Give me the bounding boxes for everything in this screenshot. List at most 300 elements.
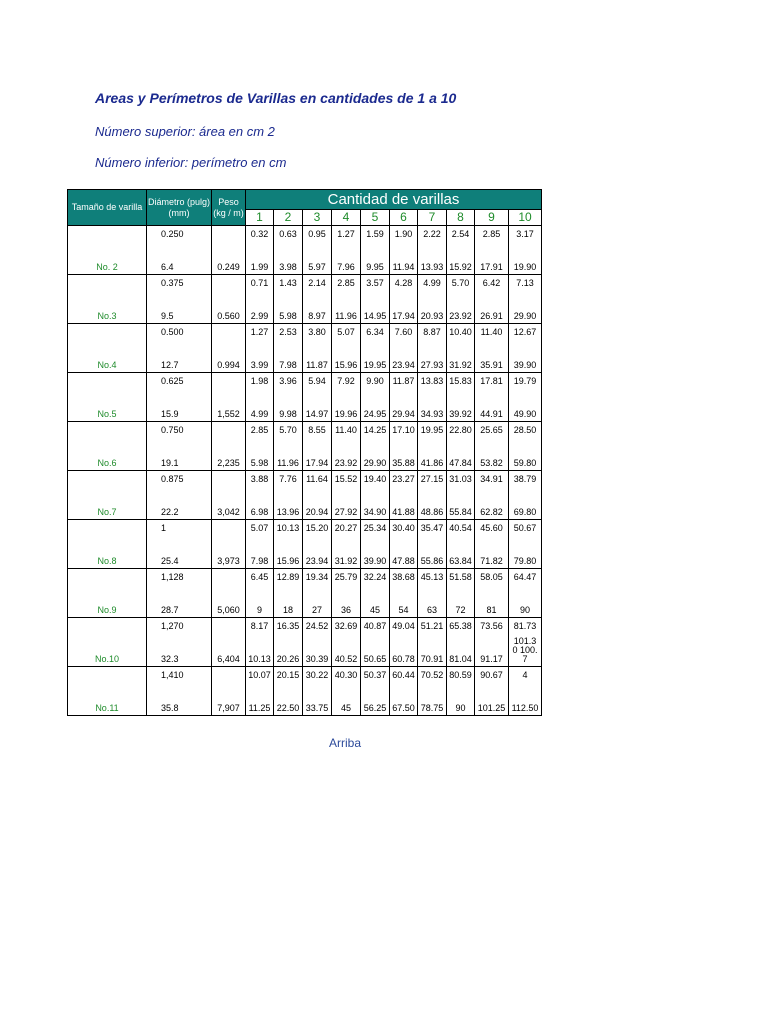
quantity-cell	[509, 324, 542, 373]
weight-value: 5,060	[217, 605, 240, 615]
area-value: 3.88	[250, 474, 269, 484]
diameter-mm: 25.4	[161, 556, 179, 566]
weight-cell	[212, 667, 246, 716]
quantity-cell	[246, 422, 274, 471]
quantity-cell	[246, 373, 274, 422]
perimeter-value: 41.86	[420, 458, 444, 468]
perimeter-value: 7.98	[250, 556, 269, 566]
quantity-cell	[361, 226, 390, 275]
table-row	[68, 226, 542, 275]
legend-top-number: Número superior: área en cm 2	[95, 124, 275, 139]
perimeter-value: 7.96	[337, 262, 355, 272]
diameter-mm: 12.7	[161, 360, 179, 370]
perimeter-value: 2.99	[250, 311, 269, 321]
header-weight: Peso (kg / m)	[212, 190, 246, 226]
table-row	[68, 324, 542, 373]
perimeter-value: 63	[426, 605, 437, 615]
quantity-cell	[274, 569, 303, 618]
quantity-cell	[332, 569, 361, 618]
area-value: 20.27	[334, 523, 358, 533]
quantity-cell	[332, 618, 361, 667]
area-value: 0.32	[250, 229, 269, 239]
quantity-cell	[274, 471, 303, 520]
quantity-cell	[447, 618, 475, 667]
perimeter-value: 56.25	[363, 703, 387, 713]
diameter-cell	[147, 422, 212, 471]
quantity-header-5: 5	[361, 210, 390, 226]
quantity-cell	[390, 667, 418, 716]
area-value: 17.10	[392, 425, 415, 435]
bar-size-label: No.5	[97, 409, 117, 419]
perimeter-value: 34.90	[363, 507, 387, 517]
area-value: 1.59	[366, 229, 384, 239]
perimeter-value: 79.80	[513, 556, 537, 566]
perimeter-value: 5.98	[279, 311, 297, 321]
quantity-cell	[447, 667, 475, 716]
area-value: 6.42	[482, 278, 501, 288]
perimeter-value: 14.97	[305, 409, 329, 419]
perimeter-value: 9.98	[279, 409, 297, 419]
quantity-cell	[509, 618, 542, 667]
area-value: 70.52	[420, 670, 444, 680]
perimeter-value: 55.86	[420, 556, 444, 566]
perimeter-value: 20.26	[276, 654, 300, 664]
area-value: 14.25	[363, 425, 387, 435]
quantity-header-4: 4	[332, 210, 361, 226]
area-value: 50.67	[513, 523, 537, 533]
perimeter-value: 6.98	[250, 507, 269, 517]
quantity-cell	[303, 520, 332, 569]
diameter-mm: 28.7	[161, 605, 179, 615]
perimeter-value: 11.87	[306, 360, 328, 370]
area-value: 64.47	[513, 572, 537, 582]
bar-size-cell	[68, 569, 147, 618]
area-value: 11.40	[480, 327, 503, 337]
perimeter-value: 20.94	[305, 507, 329, 517]
perimeter-value: 78.75	[420, 703, 444, 713]
perimeter-value: 23.92	[449, 311, 472, 321]
diameter-cell	[147, 520, 212, 569]
area-value: 3.96	[279, 376, 297, 386]
diameter-cell	[147, 275, 212, 324]
area-value: 45.13	[420, 572, 444, 582]
area-value: 80.59	[449, 670, 472, 680]
quantity-cell	[475, 275, 509, 324]
perimeter-value: 40.52	[334, 654, 358, 664]
perimeter-value: 17.94	[305, 458, 329, 468]
quantity-cell	[418, 226, 447, 275]
perimeter-value: 22.50	[276, 703, 300, 713]
area-value: 49.04	[392, 621, 415, 631]
quantity-cell	[447, 324, 475, 373]
perimeter-value: 71.82	[480, 556, 503, 566]
header-size: Tamaño de varilla	[68, 190, 147, 226]
perimeter-value: 62.82	[480, 507, 503, 517]
perimeter-value: 70.91	[420, 654, 444, 664]
quantity-cell	[447, 226, 475, 275]
perimeter-value: 60.78	[392, 654, 415, 664]
bar-size-cell	[68, 471, 147, 520]
area-value: 20.15	[276, 670, 300, 680]
quantity-cell	[303, 373, 332, 422]
weight-value: 1,552	[217, 409, 240, 419]
quantity-cell	[447, 471, 475, 520]
perimeter-value: 29.90	[363, 458, 387, 468]
diameter-cell	[147, 618, 212, 667]
quantity-cell	[475, 324, 509, 373]
table-row	[68, 471, 542, 520]
quantity-cell	[303, 569, 332, 618]
quantity-cell	[246, 520, 274, 569]
weight-cell	[212, 569, 246, 618]
weight-cell	[212, 275, 246, 324]
weight-cell	[212, 226, 246, 275]
perimeter-value: 39.90	[363, 556, 387, 566]
quantity-cell	[332, 471, 361, 520]
perimeter-value: 54	[398, 605, 409, 615]
quantity-cell	[418, 324, 447, 373]
area-value: 22.80	[449, 425, 472, 435]
perimeter-value: 3.99	[250, 360, 269, 370]
quantity-cell	[332, 422, 361, 471]
quantity-cell	[390, 520, 418, 569]
area-value: 4.99	[423, 278, 441, 288]
area-value: 31.03	[449, 474, 472, 484]
bar-size-cell	[68, 520, 147, 569]
area-value: 38.79	[513, 474, 537, 484]
bar-size-label: No.9	[97, 605, 117, 615]
diameter-inches: 1,270	[161, 621, 184, 631]
perimeter-value: 39.90	[513, 360, 537, 370]
area-value: 19.40	[363, 474, 387, 484]
quantity-cell	[303, 226, 332, 275]
quantity-header-1: 1	[246, 210, 274, 226]
perimeter-value: 53.82	[480, 458, 503, 468]
table-row	[68, 422, 542, 471]
quantity-cell	[274, 422, 303, 471]
perimeter-value: 19.96	[334, 409, 358, 419]
area-value: 4.28	[394, 278, 413, 288]
bar-size-label: No.6	[97, 458, 117, 468]
perimeter-value: 69.80	[513, 507, 537, 517]
area-value: 11.64	[306, 474, 328, 484]
area-value: 5.70	[451, 278, 470, 288]
quantity-cell	[332, 667, 361, 716]
area-value: 25.79	[334, 572, 358, 582]
quantity-cell	[246, 275, 274, 324]
table-row	[68, 373, 542, 422]
perimeter-value: 18	[282, 605, 293, 615]
area-value: 38.68	[392, 572, 415, 582]
quantity-cell	[390, 275, 418, 324]
weight-value: 0.249	[217, 262, 240, 272]
perimeter-value: 9.95	[366, 262, 384, 272]
quantity-cell	[361, 667, 390, 716]
area-value: 1.27	[337, 229, 355, 239]
area-value: 51.58	[449, 572, 472, 582]
quantity-cell	[274, 618, 303, 667]
quantity-cell	[361, 373, 390, 422]
quantity-cell	[475, 520, 509, 569]
perimeter-value: 13.93	[420, 262, 444, 272]
diameter-cell	[147, 373, 212, 422]
quantity-cell	[509, 373, 542, 422]
quantity-cell	[361, 569, 390, 618]
quantity-cell	[509, 422, 542, 471]
perimeter-value: 63.84	[449, 556, 472, 566]
perimeter-value: 20.93	[420, 311, 444, 321]
diameter-cell	[147, 667, 212, 716]
perimeter-value: 67.50	[392, 703, 415, 713]
perimeter-value: 45	[369, 605, 380, 615]
table-row	[68, 569, 542, 618]
area-value: 6.45	[250, 572, 269, 582]
table-row	[68, 618, 542, 667]
bar-size-label: No.8	[97, 556, 117, 566]
perimeter-value: 44.91	[480, 409, 503, 419]
quantity-header-7: 7	[418, 210, 447, 226]
perimeter-value: 5.97	[308, 262, 326, 272]
perimeter-value: 34.93	[420, 409, 444, 419]
perimeter-value: 47.84	[449, 458, 472, 468]
area-value: 19.34	[305, 572, 329, 582]
perimeter-value: 17.91	[480, 262, 503, 272]
diameter-inches: 0.375	[161, 278, 184, 288]
area-value: 11.87	[392, 376, 415, 386]
area-value: 5.94	[308, 376, 326, 386]
area-value: 19.95	[420, 425, 444, 435]
quantity-cell	[390, 569, 418, 618]
perimeter-value: 48.86	[420, 507, 444, 517]
area-value: 2.14	[308, 278, 326, 288]
area-value: 40.54	[449, 523, 472, 533]
perimeter-value: 36	[340, 605, 351, 615]
quantity-cell	[509, 520, 542, 569]
area-value: 0.63	[279, 229, 297, 239]
quantity-cell	[332, 520, 361, 569]
perimeter-value: 19.95	[363, 360, 387, 370]
area-value: 4	[522, 670, 528, 680]
legend-bottom-number: Número inferior: perímetro en cm	[95, 155, 287, 170]
perimeter-value: 29.94	[392, 409, 415, 419]
quantity-cell	[361, 275, 390, 324]
weight-cell	[212, 471, 246, 520]
bar-size-label: No.3	[97, 311, 117, 321]
quantity-cell	[332, 226, 361, 275]
table-row	[68, 275, 542, 324]
area-value: 5.70	[279, 425, 297, 435]
perimeter-value: 15.92	[449, 262, 472, 272]
quantity-header-10: 10	[509, 210, 542, 226]
perimeter-value: 33.75	[305, 703, 329, 713]
quantity-cell	[390, 422, 418, 471]
perimeter-value: 23.94	[392, 360, 415, 370]
perimeter-value: 11.96	[335, 311, 357, 321]
perimeter-value: 3.98	[279, 262, 297, 272]
quantity-cell	[361, 422, 390, 471]
bar-size-cell	[68, 667, 147, 716]
diameter-inches: 1,128	[161, 572, 184, 582]
area-value: 6.34	[366, 327, 384, 337]
quantity-cell	[475, 226, 509, 275]
quantity-cell	[509, 471, 542, 520]
quantity-cell	[390, 618, 418, 667]
area-value: 10.40	[449, 327, 472, 337]
area-value: 34.91	[480, 474, 503, 484]
perimeter-value: 31.92	[449, 360, 472, 370]
perimeter-value: 19.90	[513, 262, 537, 272]
area-value: 10.07	[248, 670, 271, 680]
area-value: 0.71	[250, 278, 269, 288]
area-value: 81.73	[513, 621, 537, 631]
area-value: 35.47	[420, 523, 444, 533]
area-value: 15.20	[305, 523, 329, 533]
perimeter-value: 81	[486, 605, 497, 615]
quantity-header-6: 6	[390, 210, 418, 226]
perimeter-value: 90	[519, 605, 530, 615]
perimeter-value: 72	[455, 605, 466, 615]
perimeter-value: 9	[256, 605, 262, 615]
perimeter-value: 91.17	[480, 654, 503, 664]
diameter-mm: 35.8	[161, 703, 179, 713]
perimeter-value: 49.90	[513, 409, 537, 419]
arriba-link[interactable]: Arriba	[329, 736, 362, 750]
area-value: 3.80	[308, 327, 326, 337]
weight-cell	[212, 618, 246, 667]
quantity-cell	[475, 569, 509, 618]
diameter-cell	[147, 226, 212, 275]
perimeter-value: 14.95	[363, 311, 387, 321]
quantity-cell	[274, 226, 303, 275]
quantity-cell	[390, 471, 418, 520]
area-value: 45.60	[480, 523, 503, 533]
perimeter-value: 5.98	[250, 458, 269, 468]
area-value: 3.57	[366, 278, 384, 288]
perimeter-value: 11.96	[277, 458, 299, 468]
quantity-cell	[390, 373, 418, 422]
bar-size-cell	[68, 373, 147, 422]
quantity-cell	[361, 471, 390, 520]
perimeter-value: 23.92	[334, 458, 358, 468]
area-value: 10.13	[276, 523, 300, 533]
perimeter-value: 15.96	[276, 556, 300, 566]
area-value: 7.60	[394, 327, 413, 337]
quantity-cell	[361, 520, 390, 569]
area-value: 15.83	[449, 376, 472, 386]
quantity-cell	[303, 667, 332, 716]
quantity-cell	[274, 275, 303, 324]
quantity-cell	[303, 422, 332, 471]
area-value: 8.55	[308, 425, 326, 435]
quantity-cell	[274, 373, 303, 422]
weight-cell	[212, 373, 246, 422]
quantity-cell	[418, 275, 447, 324]
perimeter-value: 23.94	[305, 556, 329, 566]
quantity-header-2: 2	[274, 210, 303, 226]
perimeter-value: 11.94	[392, 262, 415, 272]
weight-value: 0.560	[217, 311, 240, 321]
quantity-cell	[447, 373, 475, 422]
diameter-inches: 0.750	[161, 425, 184, 435]
area-value: 2.53	[279, 327, 297, 337]
quantity-cell	[303, 618, 332, 667]
weight-value: 3,042	[217, 507, 240, 517]
diameter-inches: 0.875	[161, 474, 184, 484]
area-value: 17.81	[480, 376, 503, 386]
area-value: 28.50	[513, 425, 537, 435]
table-row	[68, 520, 542, 569]
perimeter-value: 4.99	[250, 409, 269, 419]
area-value: 7.76	[279, 474, 297, 484]
perimeter-value: 45	[340, 703, 351, 713]
quantity-cell	[246, 618, 274, 667]
diameter-cell	[147, 471, 212, 520]
quantity-cell	[418, 422, 447, 471]
perimeter-value: 27.93	[420, 360, 444, 370]
page-title: Areas y Perímetros de Varillas en cantidades de 1 a 10	[95, 90, 457, 106]
bar-size-label: No.11	[95, 703, 119, 713]
area-value: 27.15	[420, 474, 444, 484]
diameter-mm: 6.4	[161, 262, 174, 272]
bar-size-cell	[68, 226, 147, 275]
area-value: 12.89	[276, 572, 300, 582]
perimeter-value: 7.98	[279, 360, 297, 370]
area-value: 15.52	[334, 474, 358, 484]
area-value: 5.07	[250, 523, 269, 533]
perimeter-value: 17.94	[392, 311, 415, 321]
quantity-header-9: 9	[475, 210, 509, 226]
area-value: 2.22	[423, 229, 441, 239]
perimeter-value: 39.92	[449, 409, 472, 419]
perimeter-value: 13.96	[276, 507, 300, 517]
weight-value: 3,973	[217, 556, 240, 566]
perimeter-value: 10.13	[248, 654, 271, 664]
perimeter-value: 29.90	[513, 311, 537, 321]
perimeter-value: 15.96	[334, 360, 358, 370]
perimeter-value: 27.92	[334, 507, 358, 517]
area-value: 7.13	[516, 278, 534, 288]
bar-size-cell	[68, 324, 147, 373]
quantity-cell	[509, 226, 542, 275]
area-value: 23.27	[392, 474, 415, 484]
area-value: 8.17	[250, 621, 269, 631]
area-value: 24.52	[305, 621, 329, 631]
area-value: 8.87	[423, 327, 441, 337]
rebar-table	[67, 189, 542, 716]
diameter-inches: 1,410	[161, 670, 184, 680]
area-value: 12.67	[513, 327, 537, 337]
diameter-inches: 0.250	[161, 229, 184, 239]
perimeter-value: 1.99	[250, 262, 269, 272]
perimeter-value: 35.88	[392, 458, 415, 468]
quantity-cell	[447, 520, 475, 569]
area-value: 40.87	[363, 621, 387, 631]
quantity-cell	[418, 618, 447, 667]
weight-value: 6,404	[217, 654, 240, 664]
area-value: 60.44	[392, 670, 415, 680]
quantity-cell	[303, 471, 332, 520]
area-value: 2.85	[482, 229, 501, 239]
area-value: 25.34	[363, 523, 387, 533]
area-value: 30.22	[305, 670, 329, 680]
quantity-cell	[390, 324, 418, 373]
perimeter-value: 47.88	[392, 556, 415, 566]
quantity-cell	[418, 520, 447, 569]
weight-cell	[212, 422, 246, 471]
diameter-cell	[147, 569, 212, 618]
bar-size-cell	[68, 618, 147, 667]
perimeter-value: 26.91	[480, 311, 503, 321]
